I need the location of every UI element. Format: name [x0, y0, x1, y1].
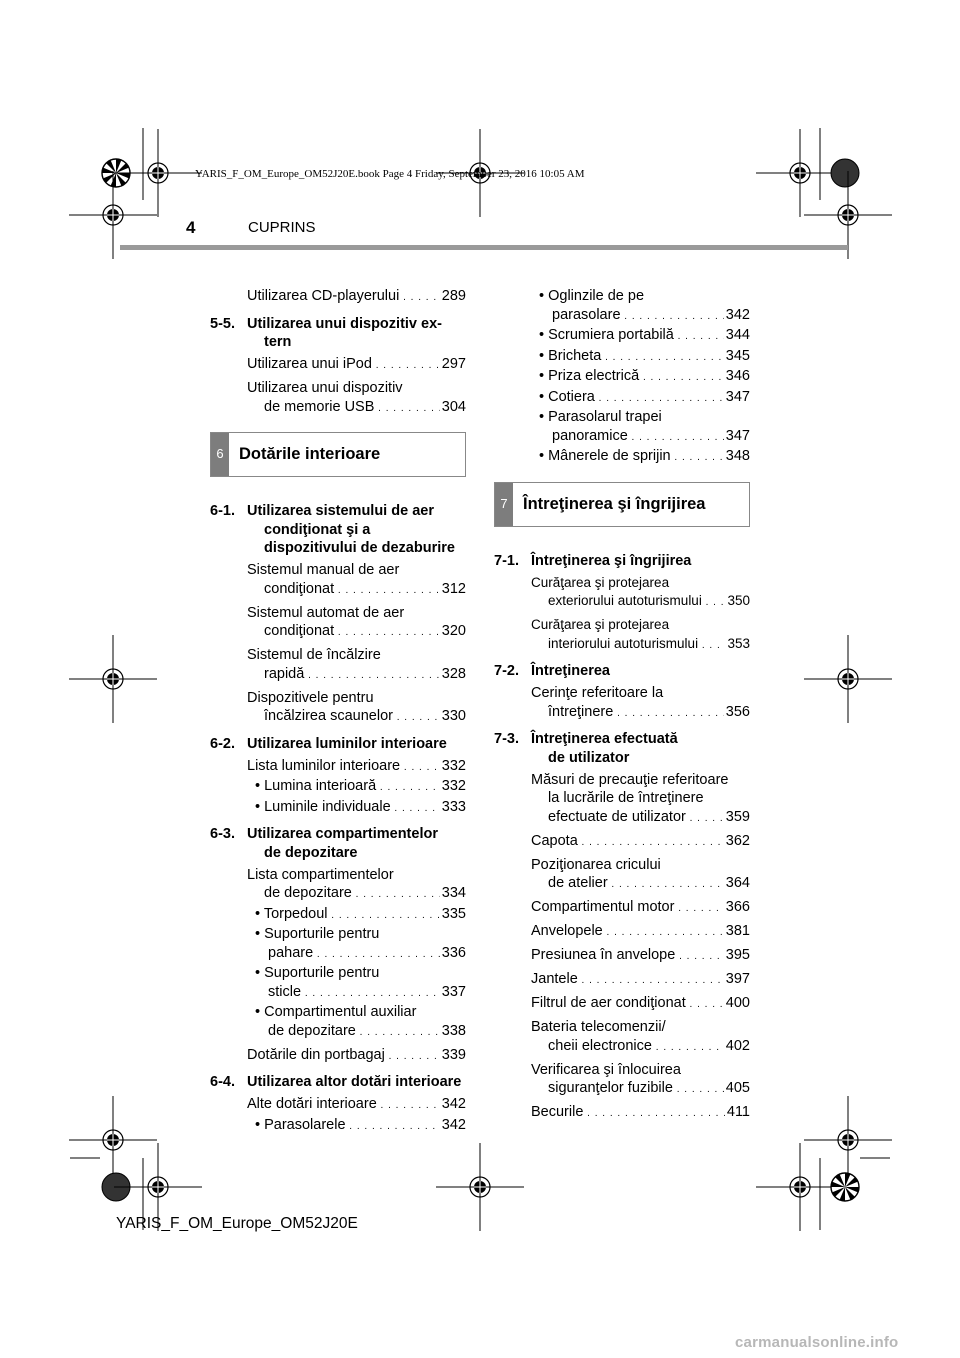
- toc-entry[interactable]: Lista luminilor interioare . . . 332: [210, 757, 466, 778]
- toc-entry-line: • Suporturile pentru: [255, 965, 380, 981]
- toc-entry[interactable]: Becurile . . . 411: [494, 1103, 750, 1124]
- toc-entry[interactable]: • Cotiera . . . 347: [494, 388, 750, 409]
- toc-entry[interactable]: parasolare . . . 342: [494, 306, 750, 327]
- toc-entry[interactable]: • Priza electrică . . . 346: [494, 367, 750, 388]
- toc-entry[interactable]: de atelier . . . 364: [494, 874, 750, 895]
- toc-entry-line: Utilizarea unui dispozitiv: [247, 380, 403, 396]
- toc-entry-line: Bateria telecomenzii/: [531, 1019, 666, 1035]
- toc-entry[interactable]: Dotările din portbagaj . . . 339: [210, 1046, 466, 1067]
- toc-entry[interactable]: • Luminile individuale . . . 333: [210, 798, 466, 819]
- chapter-title: Dotările interioare: [239, 445, 381, 464]
- toc-entry[interactable]: condiţionat . . . 320: [210, 622, 466, 643]
- toc-entry[interactable]: Alte dotări interioare . . . 342: [210, 1095, 466, 1116]
- toc-entry[interactable]: • Torpedoul . . . 335: [210, 905, 466, 926]
- toc-section-6-1[interactable]: 6-1. Utilizarea sistemului de aer condiţionat şi a dispozitivului de dezaburire: [210, 503, 455, 556]
- toc-entry[interactable]: pahare . . . 336: [210, 944, 466, 965]
- toc-entry-line: Măsuri de precauţie referitoare: [531, 771, 729, 788]
- toc-entry-line: la lucrările de întreţinere: [548, 790, 704, 806]
- page-title: CUPRINS: [248, 219, 316, 236]
- toc-entry[interactable]: siguranţelor fuzibile . . . 405: [494, 1079, 750, 1100]
- toc-entry[interactable]: Utilizarea unui iPod . . . 297: [210, 355, 466, 376]
- toc-entry-line: • Oglinzile de pe: [539, 288, 645, 304]
- toc-entry[interactable]: Compartimentul motor . . . 366: [494, 898, 750, 919]
- toc-entry-line: • Suporturile pentru: [255, 926, 380, 942]
- toc-entry[interactable]: de memorie USB . . . 304: [210, 398, 466, 419]
- page-number: 4: [186, 218, 196, 237]
- toc-entry-line: Cerinţe referitoare la: [531, 685, 664, 701]
- toc-entry[interactable]: panoramice . . . 347: [494, 427, 750, 448]
- doc-code: YARIS_F_OM_Europe_OM52J20E: [116, 1215, 358, 1232]
- toc-entry[interactable]: efectuate de utilizator . . . 359: [494, 808, 750, 829]
- toc-entry[interactable]: Jantele . . . 397: [494, 970, 750, 991]
- toc-section-5-5[interactable]: 5-5. Utilizarea unui dispozitiv ex- tern: [210, 315, 442, 350]
- toc-entry[interactable]: Utilizarea CD-playerului . . . 289: [210, 287, 466, 308]
- toc-entry[interactable]: Capota . . . 362: [494, 832, 750, 853]
- toc-entry-line: Dispozitivele pentru: [247, 689, 374, 706]
- toc-section-7-2[interactable]: 7-2. Întreţinerea: [494, 663, 610, 679]
- toc-entry[interactable]: • Lumina interioară . . . 332: [210, 777, 466, 798]
- toc-entry[interactable]: • Parasolarele . . . 342: [210, 1116, 466, 1137]
- toc-entry[interactable]: interiorului autoturismului . . . 353: [494, 635, 750, 656]
- watermark: carmanualsonline.info: [735, 1334, 899, 1351]
- toc-entry[interactable]: rapidă . . . 328: [210, 665, 466, 686]
- header-rule: [120, 245, 848, 250]
- toc-entry[interactable]: • Bricheta . . . 345: [494, 347, 750, 368]
- book-stamp: YARIS_F_OM_Europe_OM52J20E.book Page 4 Friday, September 23, 2016 10:05 AM: [195, 168, 585, 180]
- toc-entry-line: Sistemul manual de aer: [247, 562, 400, 578]
- toc-entry-line: Poziţionarea cricului: [531, 856, 661, 873]
- toc-section-6-2[interactable]: 6-2. Utilizarea luminilor interioare: [210, 735, 447, 752]
- toc-entry[interactable]: Anvelopele . . . 381: [494, 922, 750, 943]
- toc-entry[interactable]: Filtrul de aer condiţionat . . . 400: [494, 994, 750, 1015]
- toc-entry-line: Verificarea şi înlocuirea: [531, 1061, 681, 1078]
- toc-section-7-1[interactable]: 7-1. Întreţinerea şi îngrijirea: [494, 552, 692, 569]
- toc-entry-line: Sistemul automat de aer: [247, 604, 405, 621]
- toc-entry[interactable]: de depozitare . . . 334: [210, 884, 466, 905]
- toc-entry[interactable]: exteriorului autoturismului . . . 350: [494, 592, 750, 613]
- toc-section-7-3[interactable]: 7-3. Întreţinerea efectuată de utilizator: [494, 731, 678, 766]
- toc-section-6-4[interactable]: 6-4. Utilizarea altor dotări interioare: [210, 1074, 462, 1090]
- toc-entry[interactable]: condiţionat . . . 312: [210, 580, 466, 601]
- chapter-6-box[interactable]: [210, 432, 466, 477]
- toc-entry-line: Lista compartimentelor: [247, 866, 394, 883]
- chapter-title: Întreţinerea şi îngrijirea: [523, 494, 706, 513]
- toc-entry-line: Sistemul de încălzire: [247, 647, 381, 663]
- toc-entry-line: Curăţarea şi protejarea: [531, 574, 670, 590]
- toc-section-6-3[interactable]: 6-3. Utilizarea compartimentelor de depozitare: [210, 826, 438, 861]
- toc-entry[interactable]: Presiunea în anvelope . . . 395: [494, 946, 750, 967]
- toc-entry[interactable]: întreţinere . . . 356: [494, 703, 750, 724]
- toc-column-left: [210, 287, 466, 1136]
- toc-entry[interactable]: de depozitare . . . 338: [210, 1022, 466, 1043]
- toc-entry-line: • Compartimentul auxiliar: [255, 1004, 417, 1020]
- chapter-number: 7: [495, 483, 513, 526]
- toc-entry[interactable]: sticle . . . 337: [210, 983, 466, 1004]
- chapter-7-box[interactable]: [494, 482, 750, 527]
- chapter-number: 6: [211, 433, 229, 476]
- toc-entry[interactable]: • Scrumiera portabilă . . . 344: [494, 326, 750, 347]
- toc-entry-line: Curăţarea şi protejarea: [531, 617, 670, 632]
- toc-entry[interactable]: încălzirea scaunelor . . . 330: [210, 707, 466, 728]
- toc-column-right: [494, 287, 750, 1124]
- toc-entry[interactable]: cheii electronice . . . 402: [494, 1037, 750, 1058]
- toc-entry[interactable]: • Mânerele de sprijin . . . 348: [494, 447, 750, 468]
- toc-entry-line: • Parasolarul trapei: [539, 409, 662, 425]
